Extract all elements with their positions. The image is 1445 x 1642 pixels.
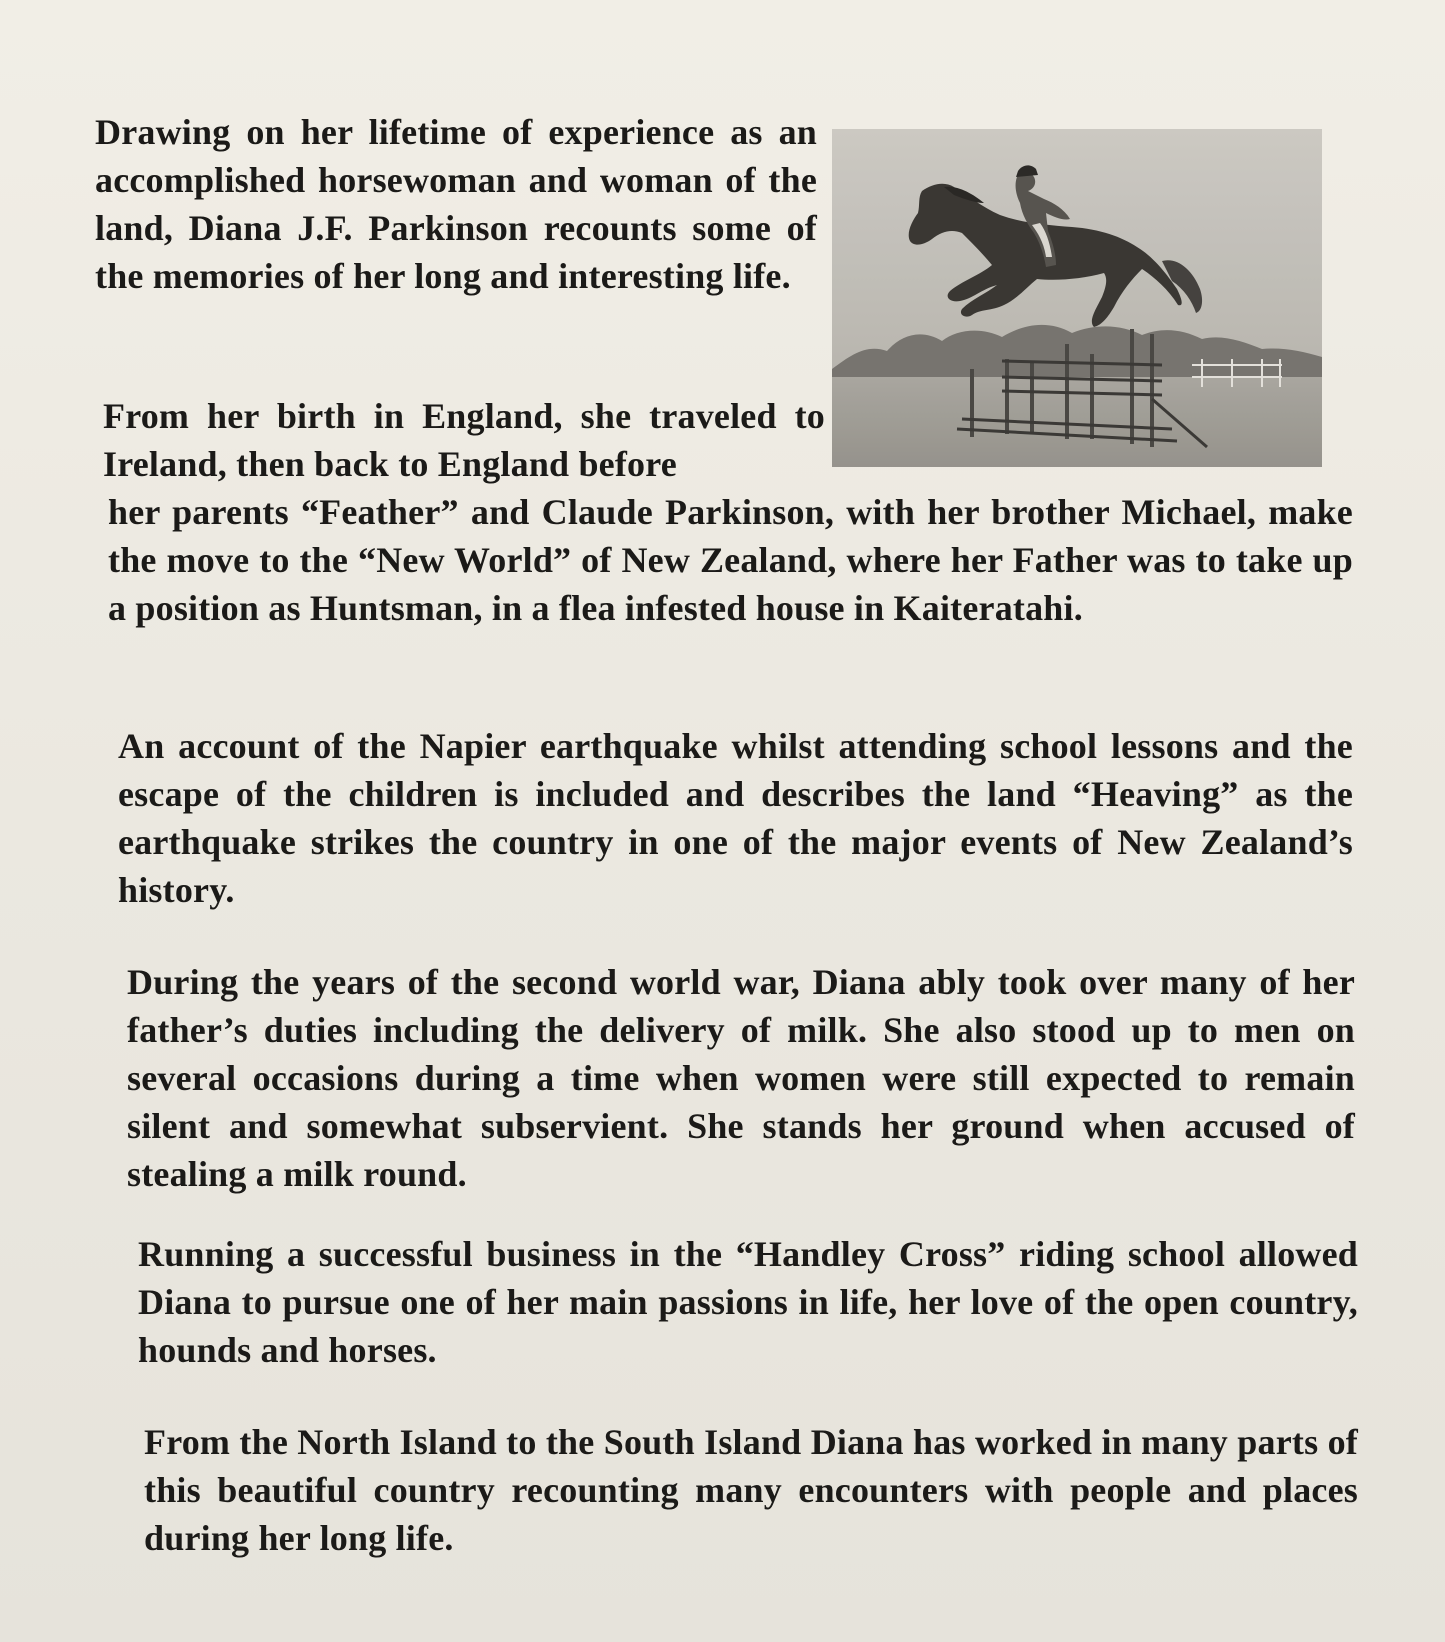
paragraph-birth-continued: her parents “Feather” and Claude Parkinson, with her brother Michael, make the move to the “New World” of New Zealand, where her Father was to take up a position as Huntsman, in a flea infested house in Kaiteratahi. [108, 492, 1353, 628]
paragraph-travels: From the North Island to the South Island Diana has worked in many parts of this beautiful country recounting many encounters with people and places during her long life. [144, 1422, 1358, 1558]
paragraph-intro: Drawing on her lifetime of experience as an accomplished horsewoman and woman of the land, Diana J.F. Parkinson recounts some of the memories of her long and interesting life. [95, 112, 817, 296]
paragraph-earthquake: An account of the Napier earthquake whilst attending school lessons and the escape of the children is included and describes the land “Heaving” as the earthquake strikes the country in one of the major events of New Zealand’s history. [118, 726, 1353, 910]
paragraph-birth-start: From her birth in England, she traveled to Ireland, then back to England before [103, 396, 825, 484]
paragraph-riding-school: Running a successful business in the “Handley Cross” riding school allowed Diana to pursue one of her main passions in life, her love of the open country, hounds and horses. [138, 1234, 1358, 1370]
horse-jumping-photo [832, 129, 1322, 467]
paragraph-war-years: During the years of the second world war, Diana ably took over many of her father’s duties including the delivery of milk. She also stood up to men on several occasions during a time when women were still expected to remain silent and somewhat subservient. She stands her ground when accused of stealing a milk round. [127, 962, 1355, 1194]
